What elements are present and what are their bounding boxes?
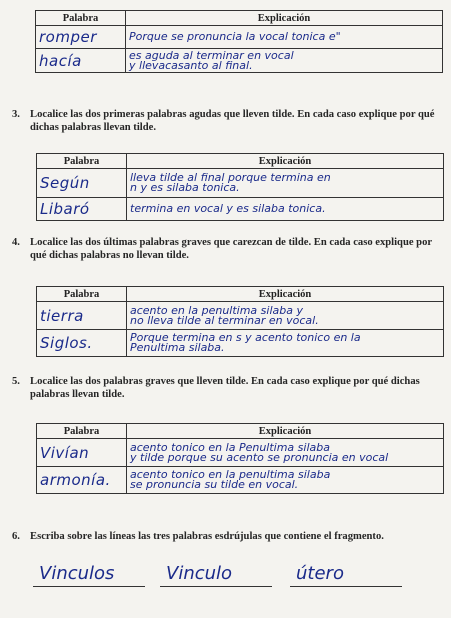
- table-header: [37, 287, 444, 302]
- question-4: [12, 236, 442, 262]
- answer-explanation[interactable]: Porque termina en s y acento tonico en la Penultima silaba.: [127, 330, 444, 357]
- answer-explanation[interactable]: Porque se pronuncia la vocal tonica e": [126, 26, 443, 49]
- question-number: 5.: [12, 376, 20, 387]
- header-word: Palabra: [37, 287, 127, 302]
- table-header: [36, 11, 443, 26]
- answer-word[interactable]: Libaró: [37, 198, 127, 221]
- answer-explanation[interactable]: es aguda al terminar en vocal y llevacasanto al final.: [126, 49, 443, 73]
- table-q4: [36, 286, 444, 357]
- table-header: [37, 424, 444, 439]
- question-text: Localice las dos palabras graves que lleven tilde. En cada caso explique por qué dichas palabras llevan tilde.: [30, 376, 420, 400]
- header-word: Palabra: [36, 11, 126, 26]
- question-3: [12, 108, 442, 134]
- header-explanation: Explicación: [126, 11, 443, 26]
- header-word: Palabra: [37, 424, 127, 439]
- table-row: [36, 49, 443, 73]
- answer-explanation[interactable]: termina en vocal y es silaba tonica.: [127, 198, 444, 221]
- answer-word[interactable]: hacía: [36, 49, 126, 73]
- table-row: [37, 439, 444, 467]
- question-number: 4.: [12, 237, 20, 248]
- table-q5: [36, 423, 444, 494]
- question-number: 3.: [12, 109, 20, 120]
- answer-word[interactable]: armonía.: [37, 467, 127, 494]
- table-row: [37, 302, 444, 330]
- table-row: [36, 26, 443, 49]
- answer-explanation[interactable]: acento tonico en la penultima silaba se pronuncia su tilde en vocal.: [127, 467, 444, 494]
- answer-word[interactable]: Vivían: [37, 439, 127, 467]
- header-explanation: Explicación: [127, 154, 444, 169]
- header-word: Palabra: [37, 154, 127, 169]
- header-explanation: Explicación: [127, 424, 444, 439]
- answer-word[interactable]: tierra: [37, 302, 127, 330]
- answer-line-1[interactable]: Vinculos: [33, 563, 145, 587]
- question-text: Localice las dos últimas palabras graves que carezcan de tilde. En cada caso explique por qué dichas palabras no llevan tilde.: [30, 237, 432, 261]
- answer-line-2[interactable]: Vinculo: [160, 563, 272, 587]
- table-row: [37, 467, 444, 494]
- answer-word[interactable]: Según: [37, 169, 127, 198]
- table-top: [35, 10, 443, 73]
- table-q3: [36, 153, 444, 221]
- answer-explanation[interactable]: lleva tilde al final porque termina en n y es silaba tonica.: [127, 169, 444, 198]
- answer-line-3[interactable]: útero: [290, 563, 402, 587]
- table-row: [37, 198, 444, 221]
- header-explanation: Explicación: [127, 287, 444, 302]
- question-number: 6.: [12, 531, 20, 542]
- answer-explanation[interactable]: acento tonico en la Penultima silaba y tilde porque su acento se pronuncia en vocal: [127, 439, 444, 467]
- table-row: [37, 169, 444, 198]
- question-text: Escriba sobre las líneas las tres palabras esdrújulas que contiene el fragmento.: [30, 531, 384, 542]
- question-text: Localice las dos primeras palabras agudas que lleven tilde. En cada caso explique por qué dichas palabras llevan tilde.: [30, 109, 435, 133]
- answer-word[interactable]: romper: [36, 26, 126, 49]
- table-header: [37, 154, 444, 169]
- answer-word[interactable]: Siglos.: [37, 330, 127, 357]
- table-row: [37, 330, 444, 357]
- question-5: [12, 375, 442, 401]
- question-6: [12, 530, 442, 543]
- answer-explanation[interactable]: acento en la penultima silaba y no lleva tilde al terminar en vocal.: [127, 302, 444, 330]
